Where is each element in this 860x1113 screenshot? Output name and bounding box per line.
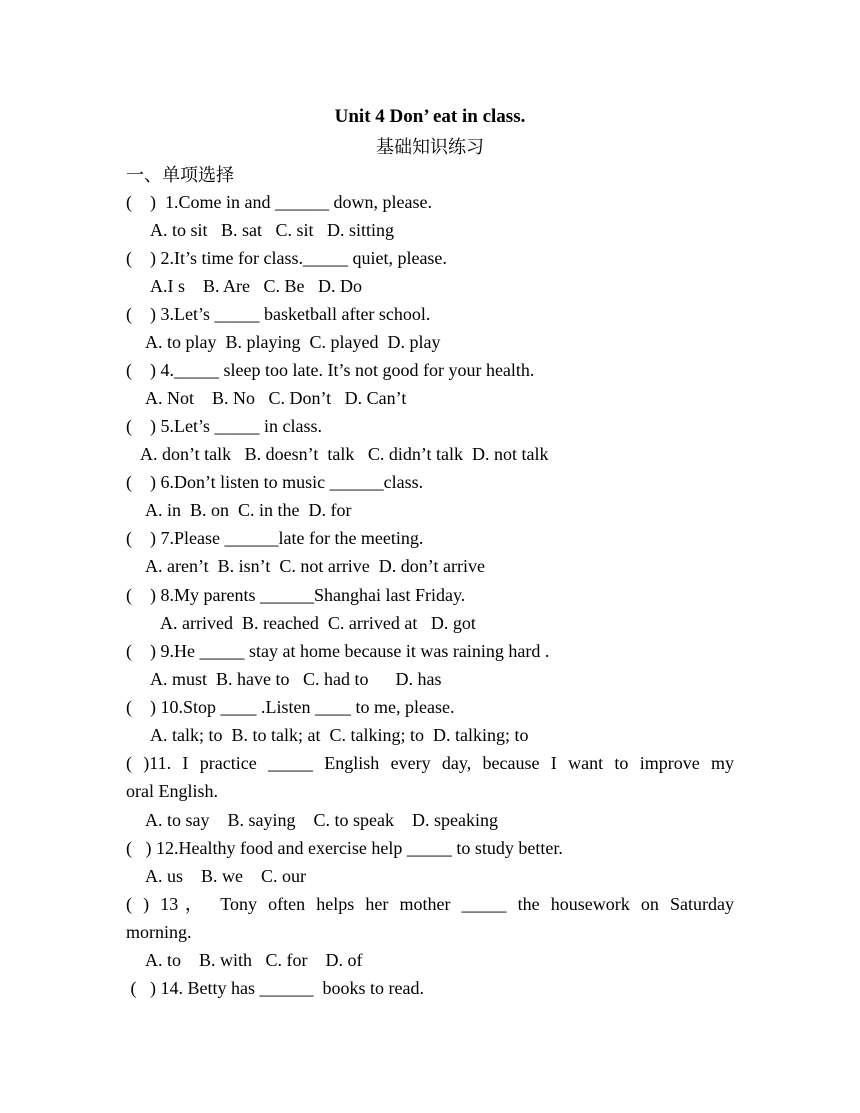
question-14: ( ) 14. Betty has ______ books to read.	[126, 978, 424, 998]
question-3: ( ) 3.Let’s _____ basketball after school.	[126, 304, 431, 324]
options-12: A. us B. we C. our	[145, 866, 306, 886]
question-13-continued: morning.	[126, 922, 192, 942]
options-10: A. talk; to B. to talk; at C. talking; to D. talking; to	[150, 725, 529, 745]
options-6: A. in B. on C. in the D. for	[145, 500, 352, 520]
question-5: ( ) 5.Let’s _____ in class.	[126, 416, 322, 436]
options-9: A. must B. have to C. had to D. has	[150, 669, 442, 689]
options-5: A. don’t talk B. doesn’t talk C. didn’t talk D. not talk	[140, 444, 549, 464]
options-8: A. arrived B. reached C. arrived at D. got	[160, 613, 476, 633]
options-13: A. to B. with C. for D. of	[145, 950, 363, 970]
options-3: A. to play B. playing C. played D. play	[145, 332, 441, 352]
question-7: ( ) 7.Please ______late for the meeting.	[126, 528, 424, 548]
question-12: ( ) 12.Healthy food and exercise help _____ to study better.	[126, 838, 563, 858]
question-8: ( ) 8.My parents ______Shanghai last Friday.	[126, 585, 466, 605]
page-title: Unit 4 Don’ eat in class.	[334, 106, 526, 127]
question-9: ( ) 9.He _____ stay at home because it was raining hard .	[126, 641, 550, 661]
section-heading: 一、单项选择	[126, 165, 234, 186]
question-4: ( ) 4._____ sleep too late. It’s not good for your health.	[126, 360, 535, 380]
options-11: A. to say B. saying C. to speak D. speaking	[145, 810, 498, 830]
page-subtitle: 基础知识练习	[376, 137, 484, 158]
question-11-continued: oral English.	[126, 781, 218, 801]
question-13: ( ) 13， Tony often helps her mother _____ the housework on Saturday	[126, 894, 734, 914]
question-1: ( ) 1.Come in and ______ down, please.	[126, 192, 432, 212]
question-2: ( ) 2.It’s time for class._____ quiet, please.	[126, 248, 447, 268]
options-2: A.I s B. Are C. Be D. Do	[150, 276, 362, 296]
question-11: ( )11. I practice _____ English every day, because I want to improve my	[126, 753, 734, 773]
options-1: A. to sit B. sat C. sit D. sitting	[150, 220, 395, 240]
options-7: A. aren’t B. isn’t C. not arrive D. don’t arrive	[145, 556, 485, 576]
question-10: ( ) 10.Stop ____ .Listen ____ to me, please.	[126, 697, 455, 717]
question-6: ( ) 6.Don’t listen to music ______class.	[126, 472, 424, 492]
options-4: A. Not B. No C. Don’t D. Can’t	[145, 388, 407, 408]
